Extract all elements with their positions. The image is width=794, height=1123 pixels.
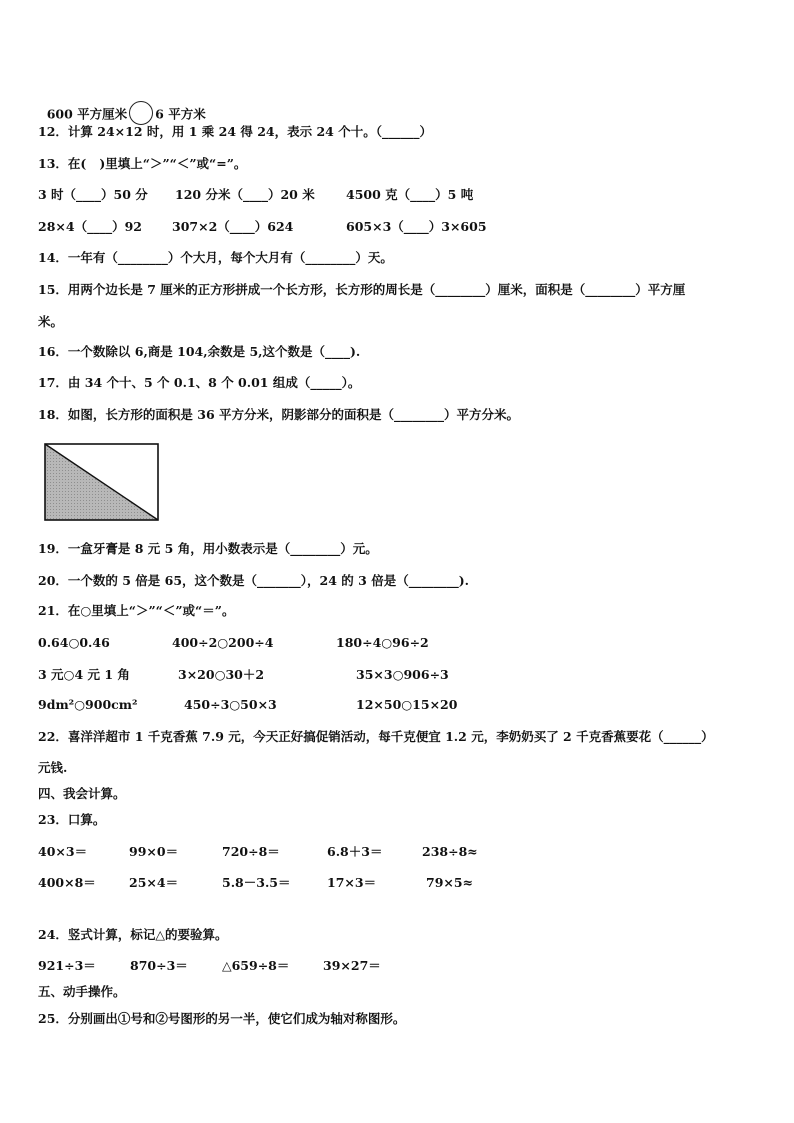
q21-item: 35×3○906÷3 — [356, 667, 449, 682]
q13-item: 28×4（____）92 — [38, 219, 142, 234]
q23-item: 40×3＝ — [38, 844, 88, 859]
q13-item: 4500 克（____）5 吨 — [346, 187, 474, 202]
q24-item: 870÷3＝ — [130, 958, 188, 973]
question-23-stem: 23．口算。 — [38, 812, 106, 827]
q23-item: 99×0＝ — [129, 844, 179, 859]
q23-item: 17×3＝ — [327, 875, 377, 890]
question-14: 14．一年有（________）个大月，每个大月有（________）天。 — [38, 250, 393, 265]
question-17: 17．由 34 个十、5 个 0.1、8 个 0.01 组成（_____）。 — [38, 375, 361, 390]
question-25: 25．分别画出①号和②号图形的另一半，使它们成为轴对称图形。 — [38, 1011, 406, 1026]
q21-item: 3×20○30＋2 — [178, 667, 265, 682]
q23-item: 720÷8＝ — [222, 844, 280, 859]
q21-item: 9dm²○900cm² — [38, 697, 138, 712]
question-19: 19．一盒牙膏是 8 元 5 角，用小数表示是（________）元。 — [38, 541, 378, 556]
q11-answer-circle[interactable] — [129, 101, 153, 125]
question-13-stem: 13．在( )里填上“＞”“＜”或“=”。 — [38, 156, 247, 171]
question-24-stem: 24．竖式计算，标记△的要验算。 — [38, 927, 228, 942]
question-22-line2: 元钱. — [38, 760, 68, 775]
q13-item: 307×2（____）624 — [172, 219, 294, 234]
q13-item: 120 分米（____）20 米 — [175, 187, 315, 202]
question-18: 18．如图，长方形的面积是 36 平方分米，阴影部分的面积是（________）平方分米。 — [38, 407, 519, 422]
q23-item: 25×4＝ — [129, 875, 179, 890]
q21-item: 400÷2○200÷4 — [172, 635, 274, 650]
q24-item: △659÷8＝ — [222, 958, 290, 973]
q13-item: 605×3（____）3×605 — [346, 219, 487, 234]
rectangle-shaded-triangle-figure — [44, 443, 160, 521]
q23-item: 6.8＋3＝ — [327, 844, 383, 859]
q23-item: 79×5≈ — [426, 875, 474, 890]
question-12: 12．计算 24×12 时，用 1 乘 24 得 24，表示 24 个十。（______） — [38, 124, 432, 139]
question-20: 20．一个数的 5 倍是 65，这个数是（_______），24 的 3 倍是（________). — [38, 573, 469, 588]
q21-item: 180÷4○96÷2 — [336, 635, 429, 650]
question-15-line1: 15．用两个边长是 7 厘米的正方形拼成一个长方形，长方形的周长是（________）厘米，面积是（________）平方厘 — [38, 282, 686, 297]
q23-item: 5.8－3.5＝ — [222, 875, 291, 890]
q13-item: 3 时（____）50 分 — [38, 187, 148, 202]
q23-item: 400×8＝ — [38, 875, 96, 890]
q21-item: 12×50○15×20 — [356, 697, 458, 712]
q23-item: 238÷8≈ — [422, 844, 478, 859]
question-16: 16．一个数除以 6,商是 104,余数是 5,这个数是（____). — [38, 344, 361, 359]
section-4-heading: 四、我会计算。 — [38, 786, 126, 801]
q11-right-term: 6 平方米 — [155, 106, 206, 122]
question-21-stem: 21．在○里填上“＞”“＜”或“＝”。 — [38, 603, 235, 618]
q21-item: 3 元○4 元 1 角 — [38, 667, 130, 682]
q11-comparison — [38, 89, 206, 125]
section-5-heading: 五、动手操作。 — [38, 984, 126, 999]
q11-left-term: 600 平方厘米 — [46, 106, 128, 122]
q24-item: 39×27＝ — [323, 958, 381, 973]
q24-item: 921÷3＝ — [38, 958, 96, 973]
q21-item: 0.64○0.46 — [38, 635, 110, 650]
q21-item: 450÷3○50×3 — [184, 697, 277, 712]
question-22-line1: 22．喜洋洋超市 1 千克香蕉 7.9 元，今天正好搞促销活动，每千克便宜 1.2 元，李奶奶买了 2 千克香蕉要花（______） — [38, 729, 714, 744]
question-15-line2: 米。 — [38, 314, 64, 329]
